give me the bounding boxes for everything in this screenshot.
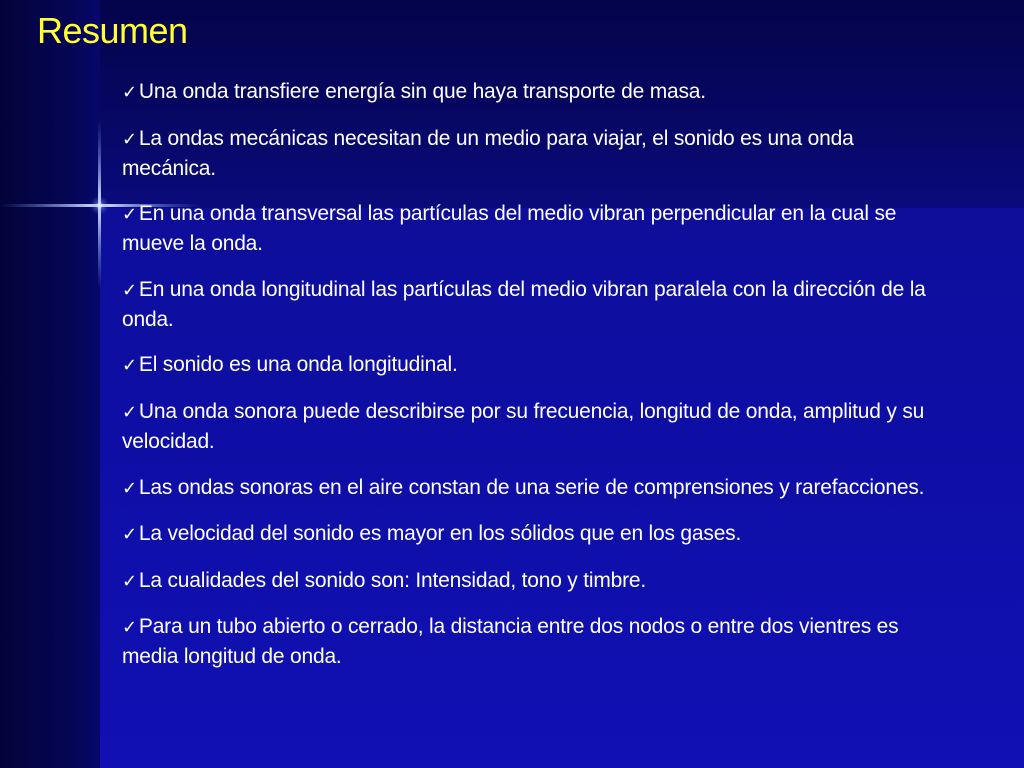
bullet-text: En una onda transversal las partículas del medio vibran perpendicular en la cual se mueve la onda. (122, 202, 897, 256)
bullet-item (122, 473, 934, 503)
bullet-item (122, 350, 934, 380)
bullet-text: Para un tubo abierto o cerrado, la distancia entre dos nodos o entre dos vientres es media longitud de onda. (122, 615, 899, 669)
bullet-text: El sonido es una onda longitudinal. (138, 353, 458, 377)
bullet-item (122, 612, 934, 671)
check-icon: ✓ (122, 401, 137, 423)
bullet-text: La velocidad del sonido es mayor en los sólidos que en los gases. (138, 522, 742, 546)
slide-title: Resumen (37, 10, 188, 51)
left-background-band (0, 0, 100, 768)
bullet-text: La cualidades del sonido son: Intensidad, tono y timbre. (138, 568, 647, 592)
bullet-item (122, 275, 934, 334)
bullet-item (122, 519, 934, 549)
bullet-list (122, 77, 934, 688)
bullet-text: En una onda longitudinal las partículas del medio vibran paralela con la dirección de la onda. (122, 277, 926, 331)
bullet-text: Las ondas sonoras en el aire constan de una serie de comprensiones y rarefacciones. (138, 475, 925, 499)
check-icon: ✓ (122, 82, 137, 103)
check-icon: ✓ (122, 128, 137, 150)
check-icon: ✓ (122, 477, 137, 499)
check-icon: ✓ (122, 617, 137, 639)
check-icon: ✓ (122, 570, 137, 592)
check-icon: ✓ (122, 204, 137, 226)
bullet-item (122, 199, 934, 258)
bullet-item (122, 124, 934, 183)
check-icon: ✓ (122, 355, 137, 377)
bullet-item (122, 566, 934, 596)
bullet-text: La ondas mecánicas necesitan de un medio para viajar, el sonido es una onda mecánica. (122, 126, 854, 180)
bullet-text: Una onda sonora puede describirse por su frecuencia, longitud de onda, amplitud y su velocidad. (122, 399, 925, 453)
bullet-text: Una onda transfiere energía sin que haya transporte de masa. (138, 80, 706, 103)
check-icon: ✓ (122, 524, 137, 546)
check-icon: ✓ (122, 279, 137, 301)
bullet-item (122, 397, 934, 456)
bullet-item (122, 77, 934, 107)
